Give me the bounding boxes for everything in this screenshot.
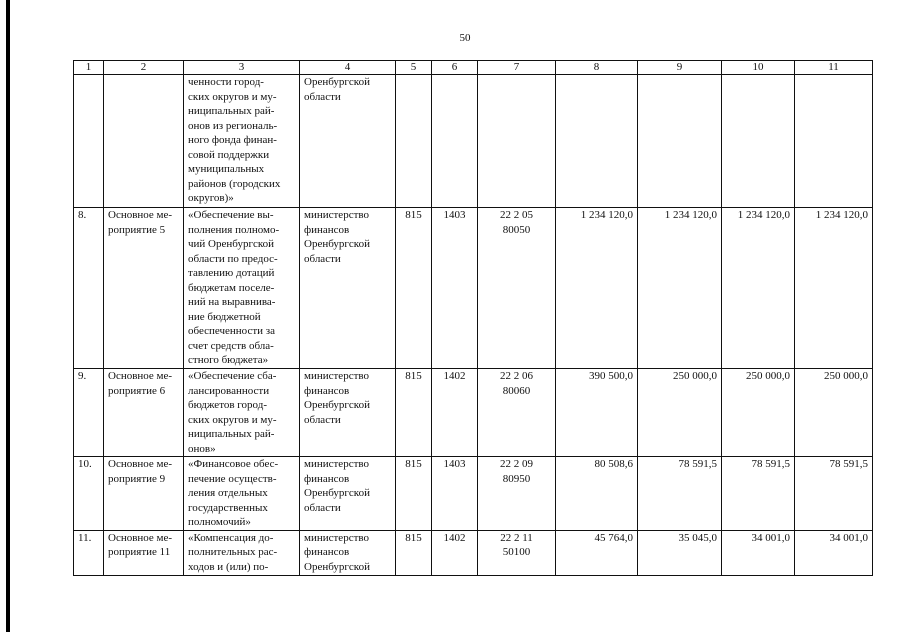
column-header: 7 <box>478 61 556 75</box>
table-row <box>74 208 873 369</box>
row-target <box>478 75 556 208</box>
row-value-9: 78 591,5 <box>638 457 722 531</box>
column-header: 3 <box>184 61 300 75</box>
row-grbs <box>396 75 432 208</box>
row-number: 10. <box>74 457 104 531</box>
row-description: «Компенсация до- полнительных рас- ходов и (или) по- <box>184 530 300 575</box>
row-target: 22 2 06 80060 <box>478 369 556 457</box>
row-section <box>432 75 478 208</box>
row-section: 1402 <box>432 369 478 457</box>
row-number: 11. <box>74 530 104 575</box>
row-description: «Обеспечение вы- полнения полномо- чий Оренбургской области по предос- тавлению дотаций бюджетам поселе- ний на выравнива- ние бюджетной обеспеченности за счет средств обла- стного бюджета» <box>184 208 300 369</box>
column-header: 9 <box>638 61 722 75</box>
row-value-11: 78 591,5 <box>795 457 873 531</box>
page-number: 50 <box>459 32 471 44</box>
row-value-11: 250 000,0 <box>795 369 873 457</box>
row-executor: министерство финансов Оренбургской области <box>300 457 396 531</box>
row-number <box>74 75 104 208</box>
column-header: 6 <box>432 61 478 75</box>
row-executor: министерство финансов Оренбургской области <box>300 369 396 457</box>
row-executor: министерство финансов Оренбургской области <box>300 208 396 369</box>
row-value-8 <box>556 75 638 208</box>
table-row <box>74 369 873 457</box>
row-name: Основное ме- роприятие 11 <box>104 530 184 575</box>
row-executor: министерство финансов Оренбургской <box>300 530 396 575</box>
row-value-10: 1 234 120,0 <box>722 208 795 369</box>
column-header: 11 <box>795 61 873 75</box>
row-grbs: 815 <box>396 457 432 531</box>
row-value-10: 250 000,0 <box>722 369 795 457</box>
row-name: Основное ме- роприятие 9 <box>104 457 184 531</box>
row-target: 22 2 11 50100 <box>478 530 556 575</box>
row-section: 1403 <box>432 208 478 369</box>
binding-edge <box>6 0 10 632</box>
row-grbs: 815 <box>396 530 432 575</box>
row-value-8: 80 508,6 <box>556 457 638 531</box>
table-row <box>74 530 873 575</box>
row-value-8: 1 234 120,0 <box>556 208 638 369</box>
row-grbs: 815 <box>396 208 432 369</box>
row-value-9: 35 045,0 <box>638 530 722 575</box>
column-header: 2 <box>104 61 184 75</box>
column-header: 5 <box>396 61 432 75</box>
row-number: 9. <box>74 369 104 457</box>
row-value-9: 250 000,0 <box>638 369 722 457</box>
table-row <box>74 75 873 208</box>
budget-table <box>73 60 873 576</box>
row-value-8: 45 764,0 <box>556 530 638 575</box>
row-value-10: 34 001,0 <box>722 530 795 575</box>
row-value-10 <box>722 75 795 208</box>
row-name <box>104 75 184 208</box>
row-value-9: 1 234 120,0 <box>638 208 722 369</box>
row-executor: Оренбургской области <box>300 75 396 208</box>
row-value-11: 1 234 120,0 <box>795 208 873 369</box>
row-name: Основное ме- роприятие 5 <box>104 208 184 369</box>
row-section: 1402 <box>432 530 478 575</box>
column-header: 4 <box>300 61 396 75</box>
row-description: «Обеспечение сба- лансированности бюджетов город- ских округов и му- ниципальных рай- онов» <box>184 369 300 457</box>
table-row <box>74 457 873 531</box>
row-target: 22 2 05 80050 <box>478 208 556 369</box>
row-target: 22 2 09 80950 <box>478 457 556 531</box>
row-value-8: 390 500,0 <box>556 369 638 457</box>
row-description: ченности город- ских округов и му- ниципальных рай- онов из региональ- ного фонда финан- совой поддержки муниципальных районов (городских округов)» <box>184 75 300 208</box>
row-value-10: 78 591,5 <box>722 457 795 531</box>
row-section: 1403 <box>432 457 478 531</box>
row-number: 8. <box>74 208 104 369</box>
header-row <box>74 61 873 75</box>
row-name: Основное ме- роприятие 6 <box>104 369 184 457</box>
column-header: 8 <box>556 61 638 75</box>
column-header: 1 <box>74 61 104 75</box>
row-value-9 <box>638 75 722 208</box>
row-value-11: 34 001,0 <box>795 530 873 575</box>
row-value-11 <box>795 75 873 208</box>
row-description: «Финансовое обес- печение осуществ- ления отдельных государственных полномочий» <box>184 457 300 531</box>
column-header: 10 <box>722 61 795 75</box>
row-grbs: 815 <box>396 369 432 457</box>
